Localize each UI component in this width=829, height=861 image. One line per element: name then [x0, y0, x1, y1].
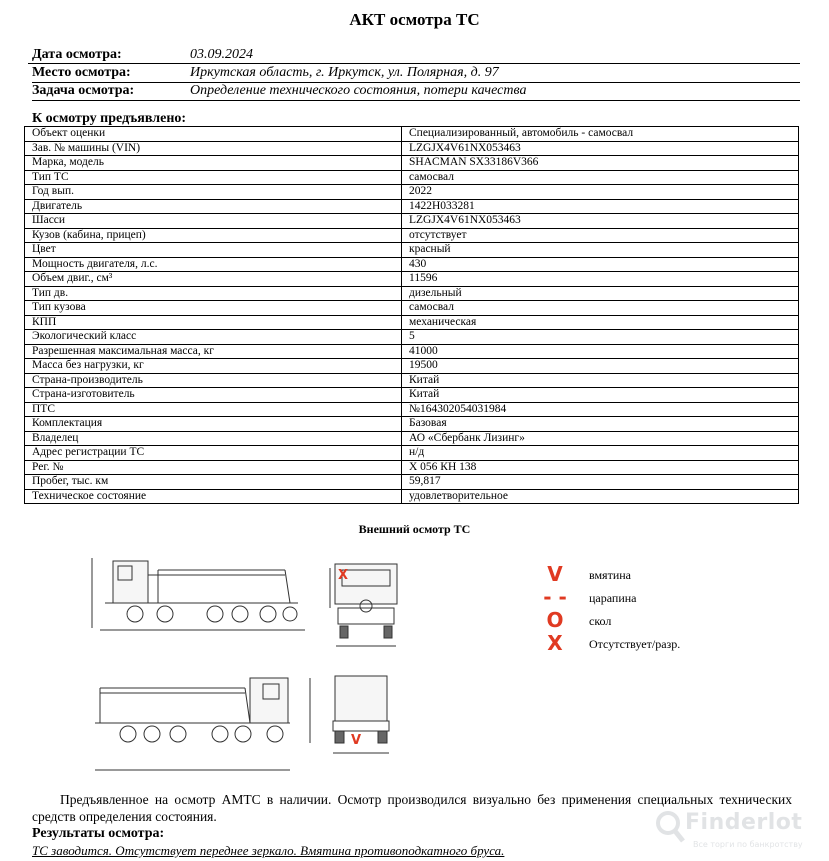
missing-mirror-mark: X: [338, 568, 349, 583]
property-value: Китай: [402, 373, 799, 388]
dent-symbol-icon: V: [547, 562, 563, 586]
property-value: механическая: [402, 315, 799, 330]
property-value: Базовая: [402, 417, 799, 432]
legend-label: вмятина: [589, 568, 631, 582]
table-row: [25, 243, 799, 258]
legend-label: Отсутствует/разр.: [589, 637, 681, 651]
property-value: 59,817: [402, 475, 799, 490]
legend-label: царапина: [589, 591, 637, 605]
property-value: самосвал: [402, 301, 799, 316]
scratch-symbol-icon: - -: [543, 585, 567, 609]
property-name: Мощность двигателя, л.с.: [25, 257, 402, 272]
property-value: отсутствует: [402, 228, 799, 243]
property-name: Комплектация: [25, 417, 402, 432]
table-row: [25, 141, 799, 156]
info-value: 03.09.2024: [190, 47, 253, 62]
property-name: Зав. № машины (VIN): [25, 141, 402, 156]
property-name: Пробег, тыс. км: [25, 475, 402, 490]
dent-mark: V: [351, 733, 362, 748]
table-row: [25, 228, 799, 243]
property-name: Цвет: [25, 243, 402, 258]
property-name: Страна-изготовитель: [25, 388, 402, 403]
property-name: Тип дв.: [25, 286, 402, 301]
info-row-task: [32, 83, 800, 101]
property-value: №164302054031984: [402, 402, 799, 417]
property-name: Техническое состояние: [25, 489, 402, 504]
table-row: [25, 402, 799, 417]
table-row: [25, 272, 799, 287]
property-value: LZGJX4V61NX053463: [402, 214, 799, 229]
property-value: SHACMAN SX33186V366: [402, 156, 799, 171]
property-name: ПТС: [25, 402, 402, 417]
property-name: Владелец: [25, 431, 402, 446]
watermark: [655, 808, 821, 856]
table-row: [25, 330, 799, 345]
property-value: удовлетворительное: [402, 489, 799, 504]
table-row: [25, 170, 799, 185]
document-title: АКТ осмотра ТС: [349, 10, 480, 29]
table-row: [25, 475, 799, 490]
property-value: 41000: [402, 344, 799, 359]
property-name: Тип кузова: [25, 301, 402, 316]
property-name: Марка, модель: [25, 156, 402, 171]
table-row: [25, 344, 799, 359]
property-value: 19500: [402, 359, 799, 374]
property-value: самосвал: [402, 170, 799, 185]
table-row: [25, 214, 799, 229]
truck-schematic: [80, 548, 420, 773]
properties-table: [24, 126, 799, 504]
info-row-place: [32, 65, 800, 83]
table-row: [25, 156, 799, 171]
info-label: Место осмотра:: [32, 65, 131, 80]
property-name: Тип ТС: [25, 170, 402, 185]
legend-label: скол: [589, 614, 612, 628]
property-name: Кузов (кабина, прицеп): [25, 228, 402, 243]
info-value: Иркутская область, г. Иркутск, ул. Полярная, д. 97: [190, 65, 499, 80]
info-value: Определение технического состояния, потери качества: [190, 83, 527, 98]
table-row: [25, 417, 799, 432]
table-row: [25, 388, 799, 403]
chip-symbol-icon: O: [546, 608, 564, 632]
info-label: Задача осмотра:: [32, 83, 135, 98]
property-value: АО «Сбербанк Лизинг»: [402, 431, 799, 446]
property-name: Адрес регистрации ТС: [25, 446, 402, 461]
property-name: Страна-производитель: [25, 373, 402, 388]
info-row-date: [32, 47, 800, 64]
watermark-brand: Finderlot: [685, 810, 803, 835]
property-name: Год вып.: [25, 185, 402, 200]
table-row: [25, 127, 799, 142]
inspection-paragraph: Предъявленное на осмотр АМТС в наличии. Осмотр производился визуально без применения специальных технических средств определения состояния.: [32, 792, 792, 824]
property-name: Экологический класс: [25, 330, 402, 345]
property-name: Двигатель: [25, 199, 402, 214]
property-name: КПП: [25, 315, 402, 330]
results-text: ТС заводится. Отсутствует переднее зеркало. Вмятина противоподкатного бруса.: [32, 843, 505, 858]
missing-symbol-icon: X: [547, 631, 563, 655]
watermark-logo-icon: [655, 810, 685, 844]
property-value: Специализированный, автомобиль - самосвал: [402, 127, 799, 142]
property-name: Разрешенная максимальная масса, кг: [25, 344, 402, 359]
property-name: Объект оценки: [25, 127, 402, 142]
table-row: [25, 460, 799, 475]
watermark-tagline: Все торги по банкротству: [693, 840, 803, 849]
property-value: 1422H033281: [402, 199, 799, 214]
property-value: Китай: [402, 388, 799, 403]
table-row: [25, 359, 799, 374]
table-row: [25, 185, 799, 200]
table-row: [25, 286, 799, 301]
info-label: Дата осмотра:: [32, 47, 122, 62]
table-row: [25, 301, 799, 316]
property-name: Шасси: [25, 214, 402, 229]
property-name: Объем двиг., см³: [25, 272, 402, 287]
table-row: [25, 489, 799, 504]
property-value: 5: [402, 330, 799, 345]
property-value: Х 056 КН 138: [402, 460, 799, 475]
section-heading: К осмотру предъявлено:: [32, 111, 187, 126]
table-row: [25, 373, 799, 388]
table-row: [25, 315, 799, 330]
property-value: н/д: [402, 446, 799, 461]
property-value: 430: [402, 257, 799, 272]
property-value: дизельный: [402, 286, 799, 301]
results-heading: Результаты осмотра:: [32, 826, 165, 841]
property-name: Рег. №: [25, 460, 402, 475]
property-value: LZGJX4V61NX053463: [402, 141, 799, 156]
table-row: [25, 199, 799, 214]
table-row: [25, 257, 799, 272]
truck-side-view-upper: [92, 558, 305, 630]
external-inspection-title: Внешний осмотр ТС: [358, 522, 471, 536]
property-value: 2022: [402, 185, 799, 200]
property-name: Масса без нагрузки, кг: [25, 359, 402, 374]
table-row: [25, 431, 799, 446]
truck-side-view-lower: [95, 678, 310, 770]
property-value: 11596: [402, 272, 799, 287]
table-row: [25, 446, 799, 461]
property-value: красный: [402, 243, 799, 258]
